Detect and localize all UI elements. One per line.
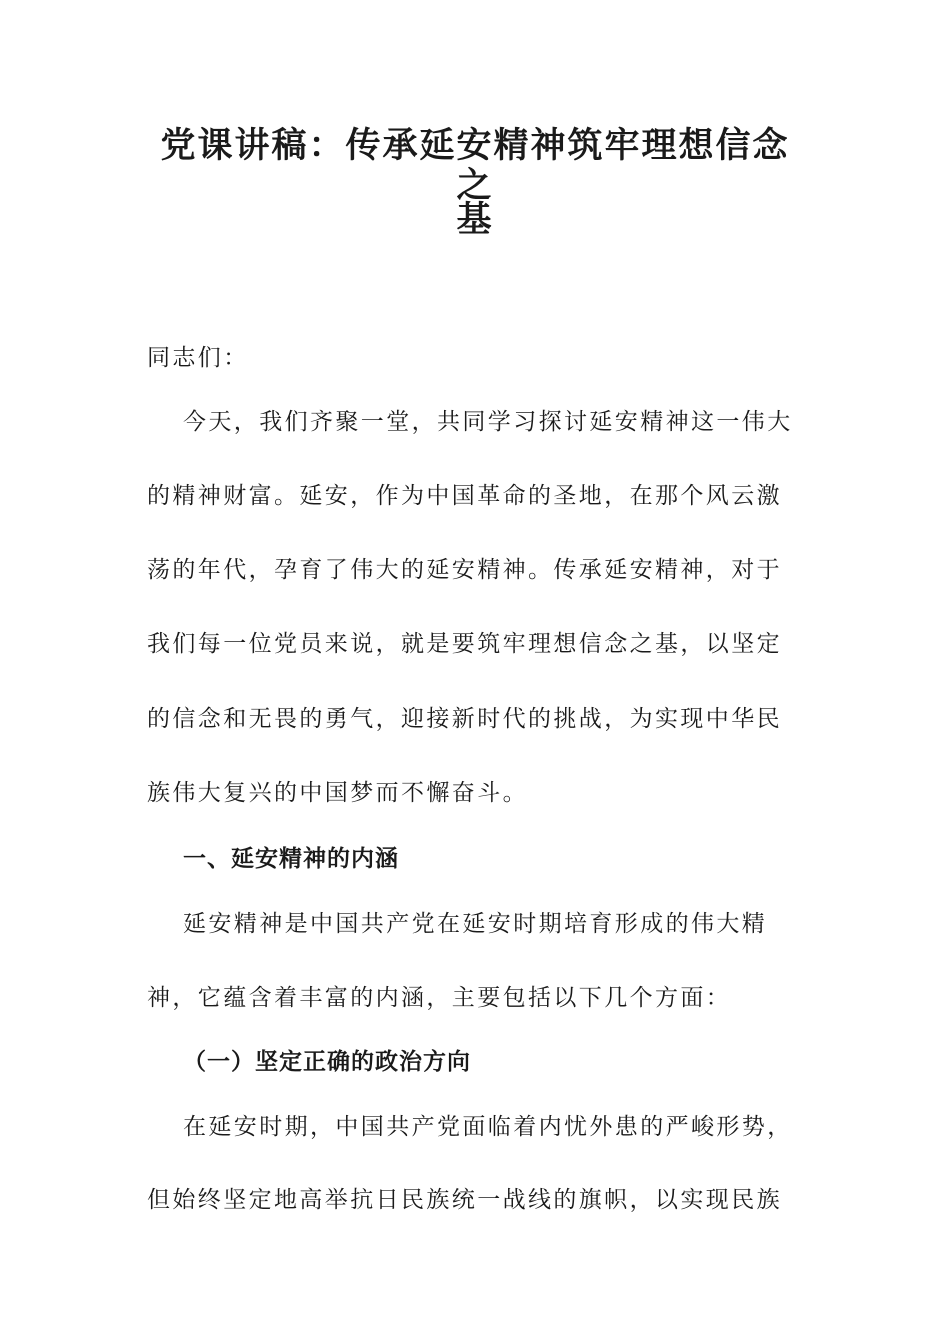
subsection-body-line: 但始终坚定地高举抗日民族统一战线的旗帜，以实现民族 bbox=[147, 1187, 782, 1213]
intro-line: 荡的年代，孕育了伟大的延安精神。传承延安精神，对于 bbox=[147, 557, 782, 583]
intro-line: 今天，我们齐聚一堂，共同学习探讨延安精神这一伟大 bbox=[183, 409, 793, 435]
salutation: 同志们： bbox=[147, 345, 249, 371]
subsection-heading: （一）坚定正确的政治方向 bbox=[183, 1048, 471, 1075]
document-title-line-1: 党课讲稿：传承延安精神筑牢理想信念之 bbox=[160, 125, 790, 206]
intro-line: 我们每一位党员来说，就是要筑牢理想信念之基，以坚定 bbox=[147, 631, 782, 657]
intro-line: 的精神财富。延安，作为中国革命的圣地，在那个风云激 bbox=[147, 483, 782, 509]
subsection-body-line: 在延安时期，中国共产党面临着内忧外患的严峻形势， bbox=[183, 1114, 793, 1140]
section-body-line: 延安精神是中国共产党在延安时期培育形成的伟大精 bbox=[183, 911, 768, 937]
intro-line: 的信念和无畏的勇气，迎接新时代的挑战，为实现中华民 bbox=[147, 706, 782, 732]
document-title-line-2: 基 bbox=[456, 199, 494, 240]
section-heading: 一、延安精神的内涵 bbox=[183, 845, 399, 872]
section-body-line: 神，它蕴含着丰富的内涵，主要包括以下几个方面： bbox=[147, 985, 732, 1011]
intro-line: 族伟大复兴的中国梦而不懈奋斗。 bbox=[147, 780, 528, 806]
